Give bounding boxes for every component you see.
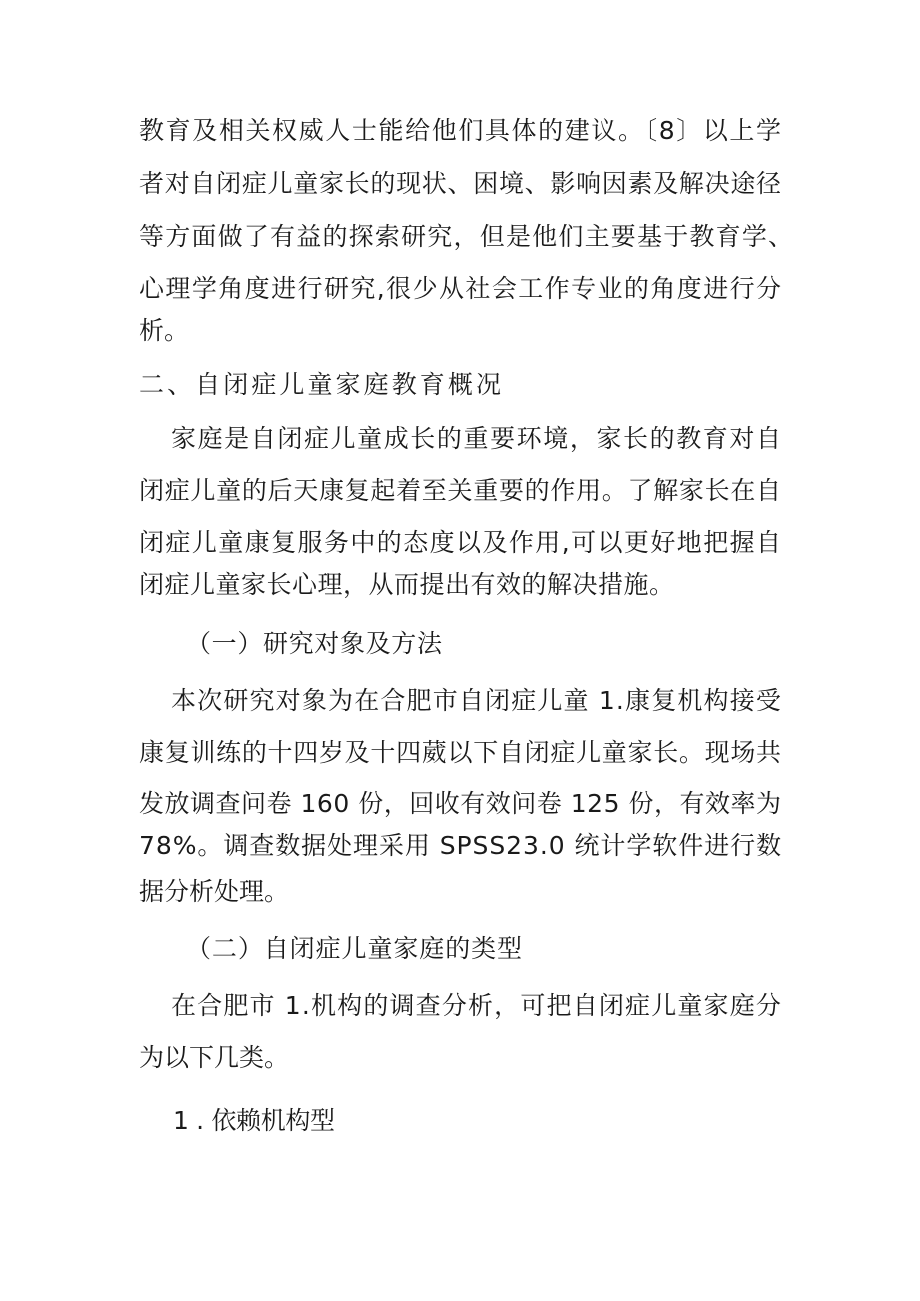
heading-text: 二、自闭症儿童家庭教育概况 (139, 370, 505, 399)
paragraph-line (0, 526, 920, 560)
list-item-text: 1 . 依赖机构型 (173, 1106, 335, 1135)
line-text: 析。 (139, 316, 190, 345)
subheading-research-method (0, 627, 920, 661)
subheading-family-types (0, 932, 920, 966)
paragraph-line (0, 167, 920, 201)
line-text: 发放调查问卷 160 份，回收有效问卷 125 份，有效率为 (139, 789, 782, 818)
paragraph-line (0, 736, 920, 770)
paragraph-line (0, 272, 920, 306)
paragraph-line (0, 684, 920, 718)
paragraph-line (0, 474, 920, 508)
line-text: 本次研究对象为在合肥市自闭症儿童 1.康复机构接受 (171, 686, 783, 715)
line-text: 据分析处理。 (139, 877, 290, 906)
paragraph-line (0, 422, 920, 456)
paragraph-line (0, 989, 920, 1023)
paragraph-line (0, 568, 920, 602)
line-text: 教育及相关权威人士能给他们具体的建议。〔8〕以上学 (139, 116, 783, 145)
list-item (0, 1104, 920, 1138)
line-text: 家庭是自闭症儿童成长的重要环境，家长的教育对自 (171, 424, 783, 453)
paragraph-line (0, 829, 920, 863)
section-heading (0, 368, 920, 402)
paragraph-line (0, 787, 920, 821)
line-text: 为以下几类。 (139, 1043, 290, 1072)
line-text: 在合肥市 1.机构的调查分析，可把自闭症儿童家庭分 (171, 991, 783, 1020)
paragraph-line (0, 1041, 920, 1075)
paragraph-line (0, 314, 920, 348)
subheading-text: （二）自闭症儿童家庭的类型 (186, 934, 523, 963)
paragraph-line (0, 114, 920, 148)
paragraph-line (0, 220, 920, 254)
line-text: 康复训练的十四岁及十四葳以下自闭症儿童家长。现场共 (139, 738, 782, 767)
line-text: 等方面做了有益的探索研究，但是他们主要基于教育学、 (139, 222, 795, 251)
line-text: 闭症儿童的后天康复起着至关重要的作用。了解家长在自 (139, 476, 782, 505)
paragraph-line (0, 875, 920, 909)
line-text: 闭症儿童康复服务中的态度以及作用,可以更好地把握自 (139, 528, 783, 557)
line-text: 78%。调查数据处理采用 SPSS23.0 统计学软件进行数 (139, 831, 783, 860)
line-text: 闭症儿童家长心理，从而提出有效的解决措施。 (139, 570, 675, 599)
line-text: 者对自闭症儿童家长的现状、困境、影响因素及解决途径 (139, 169, 782, 198)
line-text: 心理学角度进行研究,很少从社会工作专业的角度进行分 (139, 274, 783, 303)
subheading-text: （一）研究对象及方法 (186, 629, 443, 658)
